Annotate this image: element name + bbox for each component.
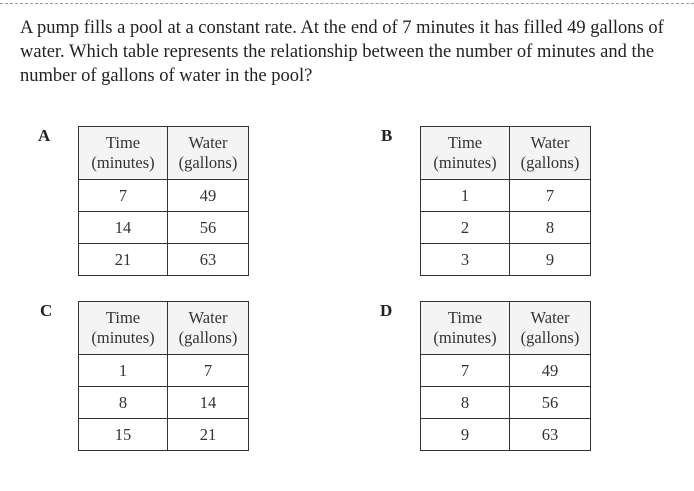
water-cell: 8 [510,212,591,244]
time-cell: 8 [421,387,510,419]
table-header-row [421,302,591,355]
water-cell: 63 [510,419,591,451]
option-d[interactable] [380,301,592,453]
table-header-row [79,302,249,355]
time-cell: 15 [79,419,168,451]
question-text: A pump fills a pool at a constant rate. At the end of 7 minutes it has filled 49 gallons of water. Which table represents the relationship between the number of minutes and the number of gallons of water in the pool? [20,18,664,86]
answer-table [78,126,249,276]
water-cell: 56 [510,387,591,419]
time-cell: 21 [79,244,168,276]
table-row [421,212,591,244]
time-header: Time (minutes) [421,302,510,355]
table-row [421,387,591,419]
option-letter: C [40,301,53,320]
option-letter: D [380,301,393,320]
time-cell: 7 [421,355,510,387]
table-row [79,180,249,212]
table-row [421,244,591,276]
answer-table [420,301,591,451]
time-header: Time (minutes) [79,302,168,355]
water-cell: 7 [510,180,591,212]
time-cell: 9 [421,419,510,451]
option-c[interactable] [40,301,252,453]
table-header-row [79,127,249,180]
top-divider [0,3,694,4]
water-cell: 63 [168,244,249,276]
water-cell: 7 [168,355,249,387]
table-row [79,419,249,451]
answer-table [78,301,249,451]
table-row [79,212,249,244]
water-cell: 21 [168,419,249,451]
time-cell: 7 [79,180,168,212]
table-row [421,419,591,451]
time-cell: 1 [79,355,168,387]
water-cell: 56 [168,212,249,244]
water-cell: 9 [510,244,591,276]
option-letter: A [38,126,51,145]
option-a[interactable] [38,126,250,278]
table-row [421,355,591,387]
time-header: Time (minutes) [421,127,510,180]
time-header: Time (minutes) [79,127,168,180]
table-row [79,387,249,419]
option-b[interactable] [381,126,593,278]
table-row [421,180,591,212]
answer-table [420,126,591,276]
water-header: Water (gallons) [510,302,591,355]
water-header: Water (gallons) [168,302,249,355]
water-cell: 14 [168,387,249,419]
table-header-row [421,127,591,180]
water-header: Water (gallons) [510,127,591,180]
table-row [79,355,249,387]
time-cell: 2 [421,212,510,244]
time-cell: 14 [79,212,168,244]
time-cell: 3 [421,244,510,276]
time-cell: 1 [421,180,510,212]
water-cell: 49 [510,355,591,387]
table-row [79,244,249,276]
option-letter: B [381,126,393,145]
water-cell: 49 [168,180,249,212]
water-header: Water (gallons) [168,127,249,180]
time-cell: 8 [79,387,168,419]
